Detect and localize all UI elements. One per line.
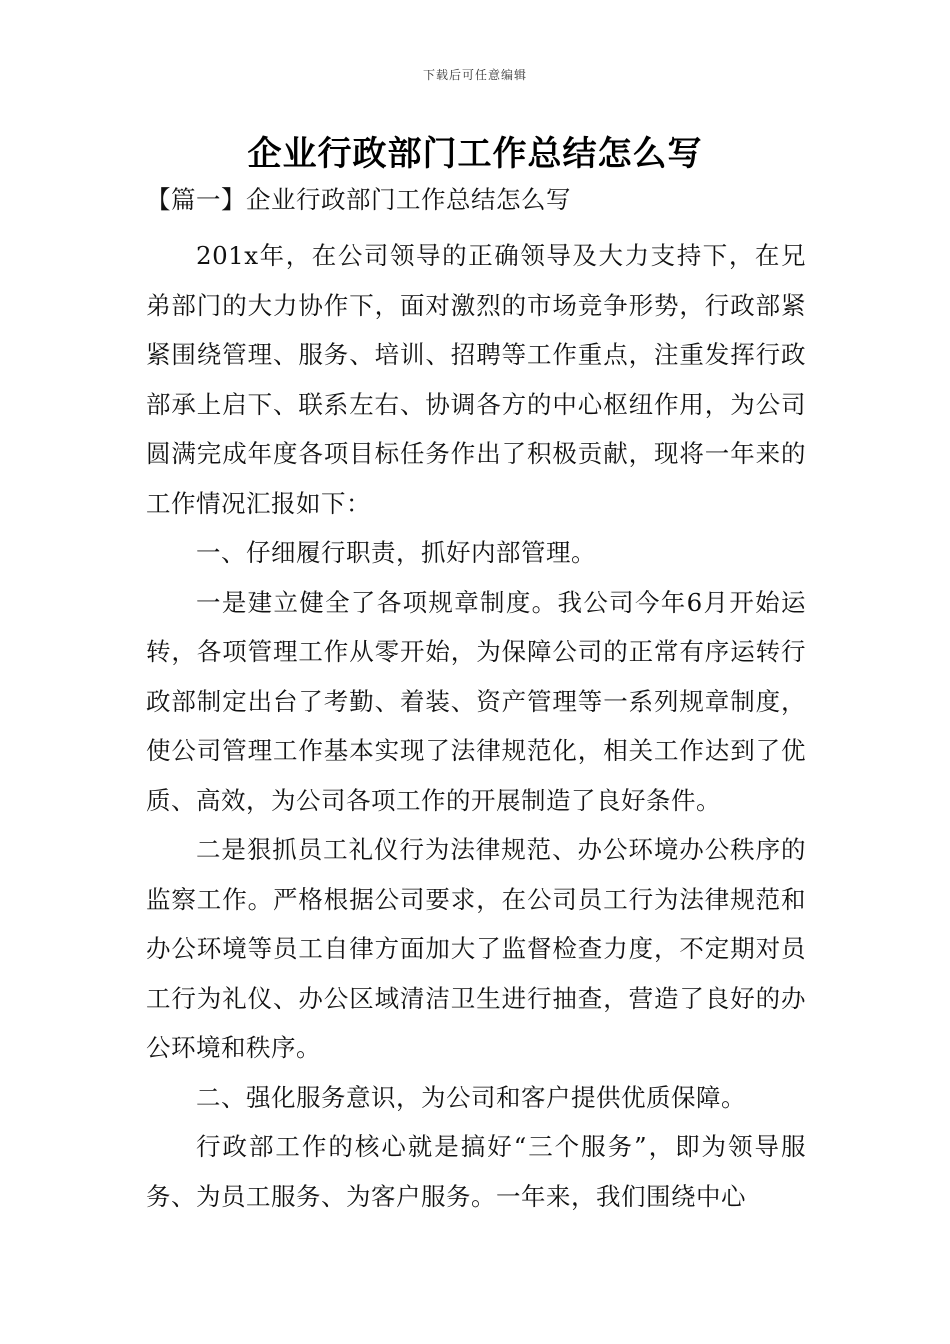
header-note: 下载后可任意编辑 [422,68,527,82]
paragraph-service: 行政部工作的核心就是搞好“三个服务”，即为领导服务、为员工服务、为客户服务。一年来，我们围绕中心 [146,1132,806,1211]
paragraph-supervision: 二是狠抓员工礼仪行为法律规范、办公环境办公秩序的监察工作。严格根据公司要求，在公司员工行为法律规范和办公环境等员工自律方面加大了监督检查力度，不定期对员工行为礼仪、办公区域清洁卫生进行抽查，营造了良好的办公环境和秩序。 [146,835,806,1062]
document-body [146,181,806,1221]
paragraph-heading-one: 一、仔细履行职责，抓好内部管理。 [196,538,596,567]
paragraph-heading-two: 二、强化服务意识，为公司和客户提供优质保障。 [196,1082,746,1112]
paragraph-rules: 一是建立健全了各项规章制度。我公司今年6月开始运转，各项管理工作从零开始，为保障公司的正常有序运转行政部制定出台了考勤、着装、资产管理等一系列规章制度，使公司管理工作基本实现了法律规范化，相关工作达到了优质、高效，为公司各项工作的开展制造了良好条件。 [146,587,806,815]
section-heading: 【篇一】企业行政部门工作总结怎么写 [146,185,571,214]
paragraph-intro: 201x年，在公司领导的正确领导及大力支持下，在兄弟部门的大力协作下，面对激烈的市场竞争形势，行政部紧紧围绕管理、服务、培训、招聘等工作重点，注重发挥行政部承上启下、联系左右、协调各方的中心枢纽作用，为公司圆满完成年度各项目标任务作出了积极贡献，现将一年来的工作情况汇报如下： [146,241,806,518]
document-title: 企业行政部门工作总结怎么写 [247,134,703,174]
